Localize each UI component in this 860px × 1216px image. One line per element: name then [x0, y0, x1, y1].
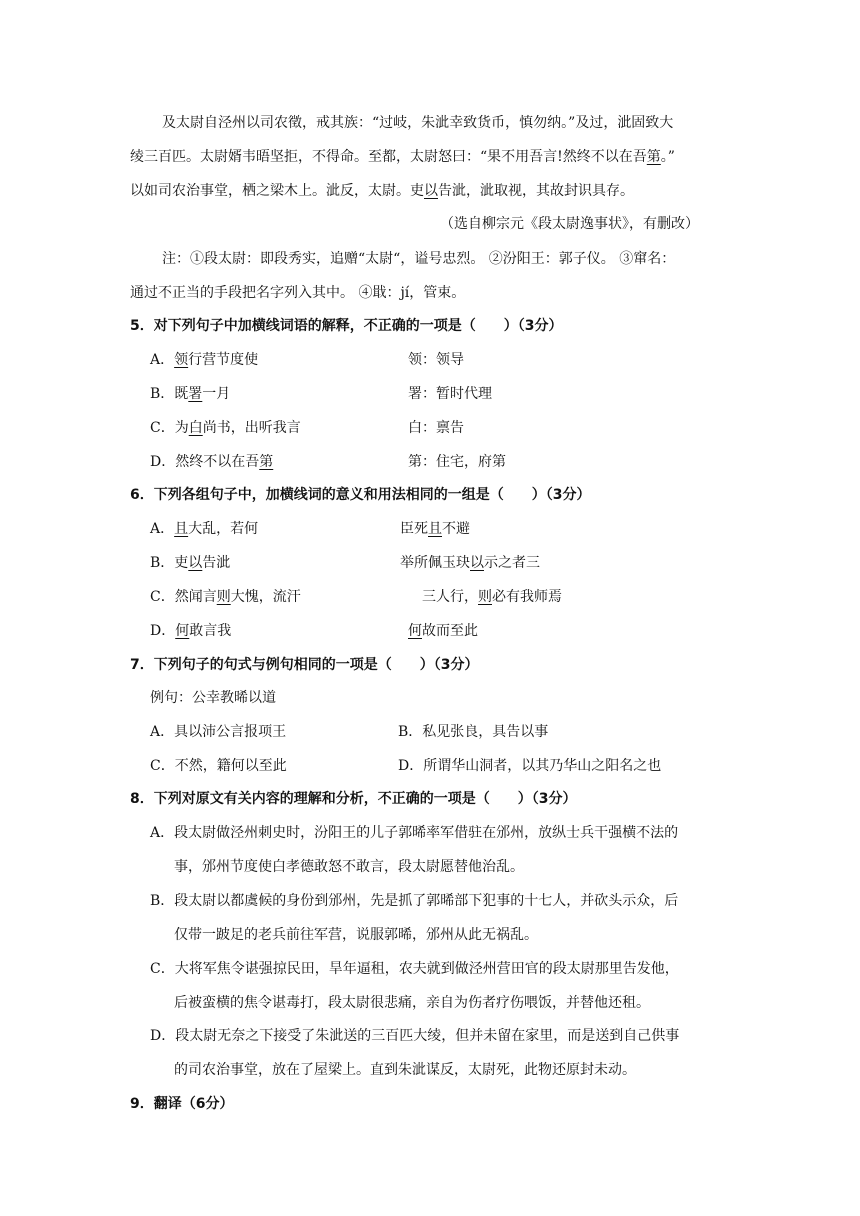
notes-line: [130, 283, 465, 303]
passage-text: 告泚，泚取视，其故封识具存。: [438, 183, 634, 199]
q7-example: [150, 688, 276, 708]
underlined-word: 第: [646, 149, 661, 165]
option-text: D．段太尉无奈之下接受了朱泚送的三百匹大绫，但并未留在家里，而是送到自己供事: [150, 1028, 680, 1044]
q8-option-c-line2: [174, 993, 650, 1013]
option-text: 仅带一跛足的老兵前往军营，说服郭晞，邠州从此无祸乱。: [174, 927, 538, 943]
option-sentence-left: A．且大乱，若何: [150, 521, 259, 537]
option-explanation: 第：住宅，府第: [408, 454, 506, 470]
underlined-word: 署: [188, 386, 203, 402]
q7-option-d: D．所谓华山洞者，以其乃华山之阳名之也: [398, 758, 662, 774]
q8-option-c-line1: [150, 959, 679, 979]
option-text: A．段太尉做泾州刺史时，汾阳王的儿子郭晞率军借驻在邠州，放纵士兵干强横不法的: [150, 825, 679, 841]
underlined-word: 则: [478, 589, 492, 605]
option-text: B．段太尉以都虞候的身份到邠州，先是抓了郭晞部下犯事的十七人，并砍头示众，后: [150, 893, 679, 909]
example-text: 例句：公幸教晞以道: [150, 690, 276, 706]
underlined-word: 何: [408, 623, 422, 639]
question-6-stem: [130, 485, 590, 505]
passage-line: [162, 113, 673, 133]
option-text: 的司农治事堂，放在了屋梁上。直到朱泚谋反，太尉死，此物还原封未动。: [174, 1062, 636, 1078]
option-sentence: D．然终不以在吾第: [150, 454, 274, 470]
q8-option-a-line1: [150, 823, 678, 843]
option-sentence-left: B．吏以告泚: [150, 555, 231, 571]
underlined-word: 且: [174, 521, 189, 537]
passage-text: 绫三百匹。太尉婿韦晤坚拒，不得命。至都，太尉怒曰：“果不用吾言!然终不以在吾: [130, 149, 647, 165]
question-5-stem: [130, 316, 562, 336]
source-text: （选自柳宗元《段太尉逸事状》，有删改）: [440, 216, 699, 232]
question-7-stem: [130, 655, 478, 675]
q8-option-d-line1: [150, 1026, 679, 1046]
option-text: 事，邠州节度使白孝德敢怒不敢言，段太尉愿替他治乱。: [174, 859, 524, 875]
note-text: 通过不正当的手段把名字列入其中。 ④戢：jí，管束。: [130, 285, 466, 301]
passage-source: [440, 214, 699, 234]
option-explanation: 领：领导: [408, 352, 464, 368]
option-sentence-right: 何故而至此: [408, 623, 478, 639]
passage-text: 以如司农治事堂，栖之梁木上。泚反，太尉。吏: [130, 183, 424, 199]
option-text: C．大将军焦令谌强掠民田，旱年逼租，农夫就到做泾州营田官的段太尉那里告发他，: [150, 961, 679, 977]
option-sentence-left: D．何敢言我: [150, 623, 232, 639]
question-text: 8．下列对原文有关内容的理解和分析，不正确的一项是（ ）（3分）: [130, 791, 577, 807]
option-sentence: B．既署一月: [150, 386, 231, 402]
question-text: 6．下列各组句子中，加横线词的意义和用法相同的一组是（ ）（3分）: [130, 487, 591, 503]
passage-line: [130, 181, 634, 201]
passage-text: 及太尉自泾州以司农徵，戒其族：“过岐，朱泚幸致货币，慎勿纳。”及过，泚固致大: [162, 115, 674, 131]
option-explanation: 白：禀告: [408, 420, 464, 436]
question-text: 9．翻译（6分）: [130, 1096, 234, 1112]
q8-option-d-line2: [174, 1060, 636, 1080]
q7-option-a: A．具以沛公言报项王: [150, 724, 287, 740]
question-8-stem: [130, 789, 576, 809]
question-9-stem: [130, 1094, 233, 1114]
option-sentence: A．领行营节度使: [150, 352, 259, 368]
q7-option-b: B．私见张良，具告以事: [398, 724, 549, 740]
question-text: 5．对下列句子中加横线词语的解释，不正确的一项是（ ）（3分）: [130, 318, 563, 334]
underlined-word: 且: [428, 521, 442, 537]
underlined-word: 以: [470, 555, 484, 571]
underlined-word: 以: [188, 555, 203, 571]
option-sentence-right: 举所佩玉玦以示之者三: [400, 555, 540, 571]
question-text: 7．下列句子的句式与例句相同的一项是（ ）（3分）: [130, 657, 479, 673]
passage-line: [130, 147, 675, 167]
underlined-word: 以: [424, 183, 438, 199]
q8-option-a-line2: [174, 857, 524, 877]
option-sentence-right: 三人行，则必有我师焉: [422, 589, 562, 605]
q8-option-b-line2: [174, 925, 538, 945]
option-sentence: C．为白尚书，出听我言: [150, 420, 301, 436]
underlined-word: 第: [259, 454, 274, 470]
underlined-word: 白: [188, 420, 203, 436]
note-text: 注：①段太尉：即段秀实，追赠“太尉“，谥号忠烈。 ②汾阳王：郭子仪。 ③窜名：: [162, 251, 676, 267]
option-sentence-right: 臣死且不避: [400, 521, 470, 537]
q8-option-b-line1: [150, 891, 678, 911]
passage-text: 。”: [660, 149, 675, 165]
notes-line: [162, 249, 675, 269]
option-text: 后被蛮横的焦令谌毒打，段太尉很悲痛，亲自为伤者疗伤喂饭，并替他还租。: [174, 995, 650, 1011]
option-sentence-left: C．然闻言则大愧，流汗: [150, 589, 301, 605]
option-explanation: 署：暂时代理: [408, 386, 492, 402]
underlined-word: 则: [216, 589, 231, 605]
underlined-word: 何: [175, 623, 190, 639]
underlined-word: 领: [174, 352, 189, 368]
q7-option-c: C．不然，籍何以至此: [150, 758, 287, 774]
